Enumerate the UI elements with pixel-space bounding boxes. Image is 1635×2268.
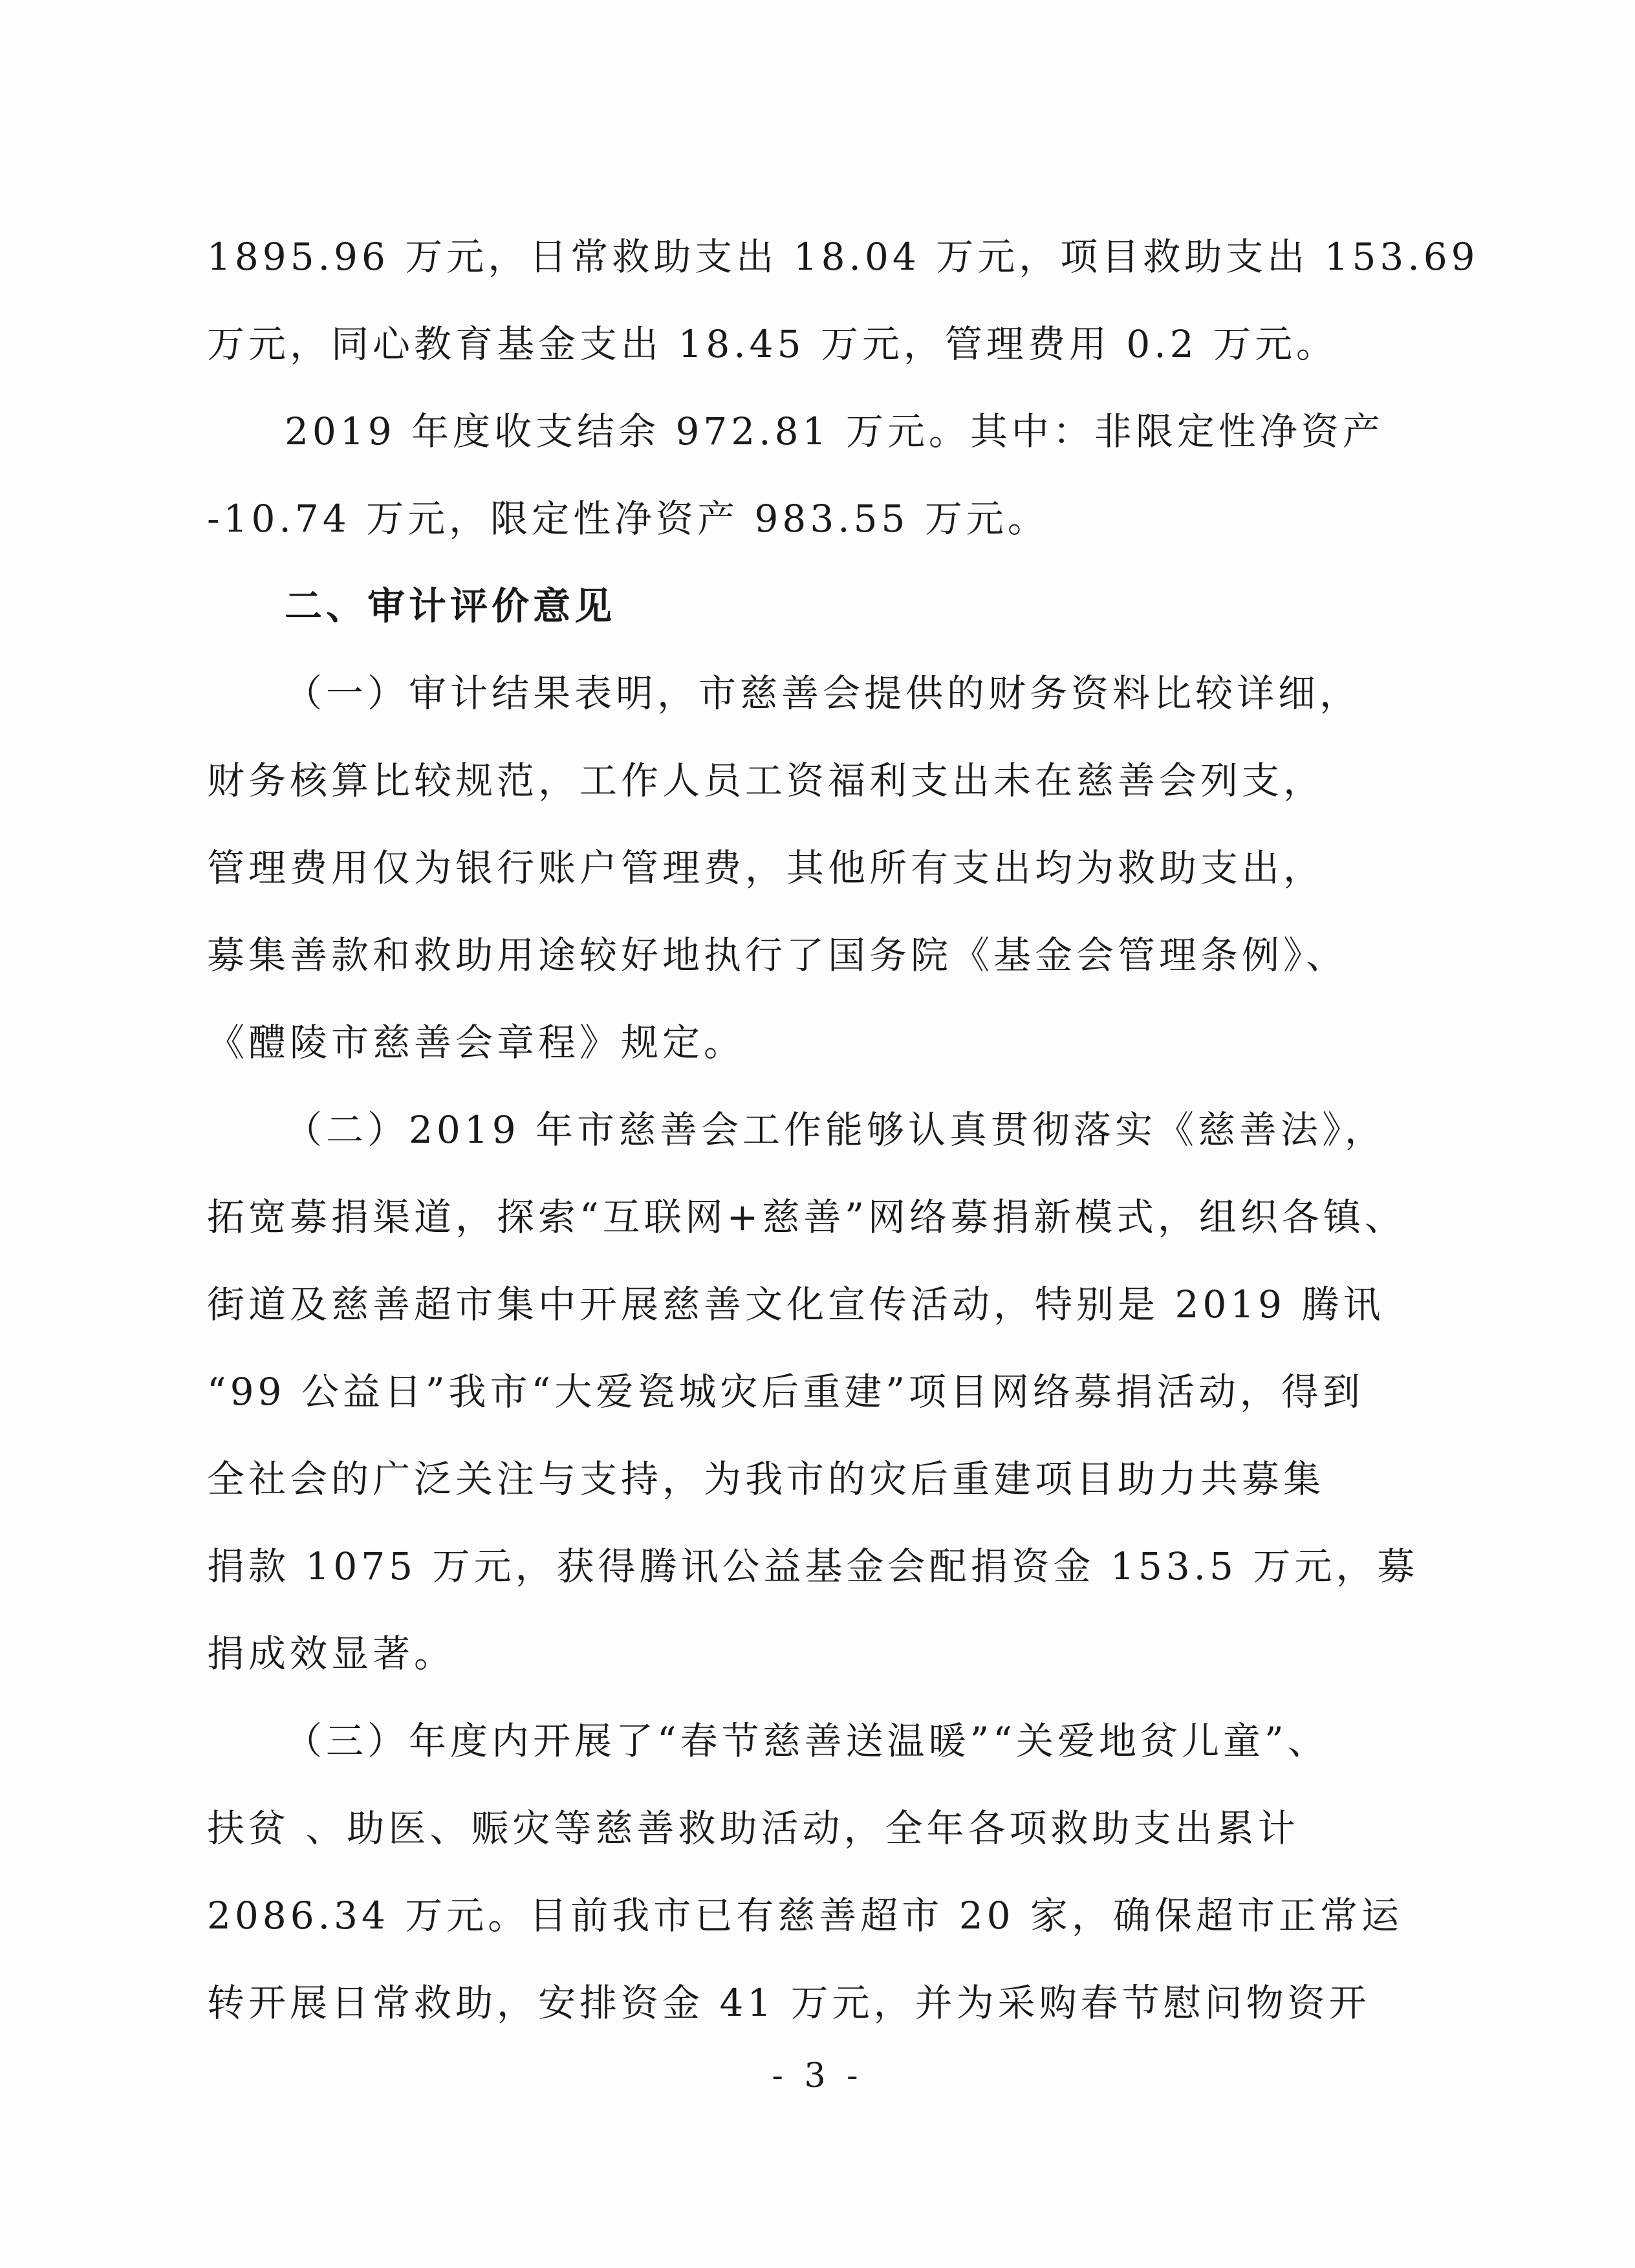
section-heading: 二、审计评价意见 xyxy=(285,584,616,628)
text-line: 捐款 1075 万元，获得腾讯公益基金会配捐资金 153.5 万元，募 xyxy=(207,1544,1419,1588)
body-text xyxy=(207,213,1479,2047)
text-line: “99 公益日”我市“大爱瓷城灾后重建”项目网络募捐活动，得到 xyxy=(207,1370,1364,1414)
text-line: 拓宽募捐渠道，探索“互联网+慈善”网络募捐新模式，组织各镇、 xyxy=(207,1195,1406,1239)
page-number: - 3 - xyxy=(772,2057,863,2095)
text-line: （二）2019 年市慈善会工作能够认真贯彻落实《慈善法》， xyxy=(285,1108,1387,1152)
text-line: -10.74 万元，限定性净资产 983.55 万元。 xyxy=(207,497,1049,541)
text-line: 捐成效显著。 xyxy=(207,1632,456,1676)
text-line: 2019 年度收支结余 972.81 万元。其中：非限定性净资产 xyxy=(285,409,1384,453)
text-line: （三）年度内开展了“春节慈善送温暖”“关爱地贫儿童”、 xyxy=(285,1719,1329,1763)
text-line: 财务核算比较规范，工作人员工资福利支出未在慈善会列支， xyxy=(207,759,1325,803)
text-line: 转开展日常救助，安排资金 41 万元，并为采购春节慰问物资开 xyxy=(207,1981,1370,2025)
text-line: 扶贫 、助医、赈灾等慈善救助活动，全年各项救助支出累计 xyxy=(207,1806,1299,1850)
text-line: 全社会的广泛关注与支持，为我市的灾后重建项目助力共募集 xyxy=(207,1457,1325,1501)
text-line: 《醴陵市慈善会章程》规定。 xyxy=(207,1021,746,1064)
text-line: 万元，同心教育基金支出 18.45 万元，管理费用 0.2 万元。 xyxy=(207,322,1338,366)
text-line: 管理费用仅为银行账户管理费，其他所有支出均为救助支出， xyxy=(207,846,1325,890)
text-line: 1895.96 万元，日常救助支出 18.04 万元，项目救助支出 153.69 xyxy=(207,235,1479,279)
text-line: （一）审计结果表明，市慈善会提供的财务资料比较详细， xyxy=(285,671,1361,715)
text-line: 2086.34 万元。目前我市已有慈善超市 20 家，确保超市正常运 xyxy=(207,1894,1403,1938)
text-line: 募集善款和救助用途较好地执行了国务院《基金会管理条例》、 xyxy=(207,933,1348,977)
text-line: 街道及慈善超市集中开展慈善文化宣传活动，特别是 2019 腾讯 xyxy=(207,1282,1385,1326)
